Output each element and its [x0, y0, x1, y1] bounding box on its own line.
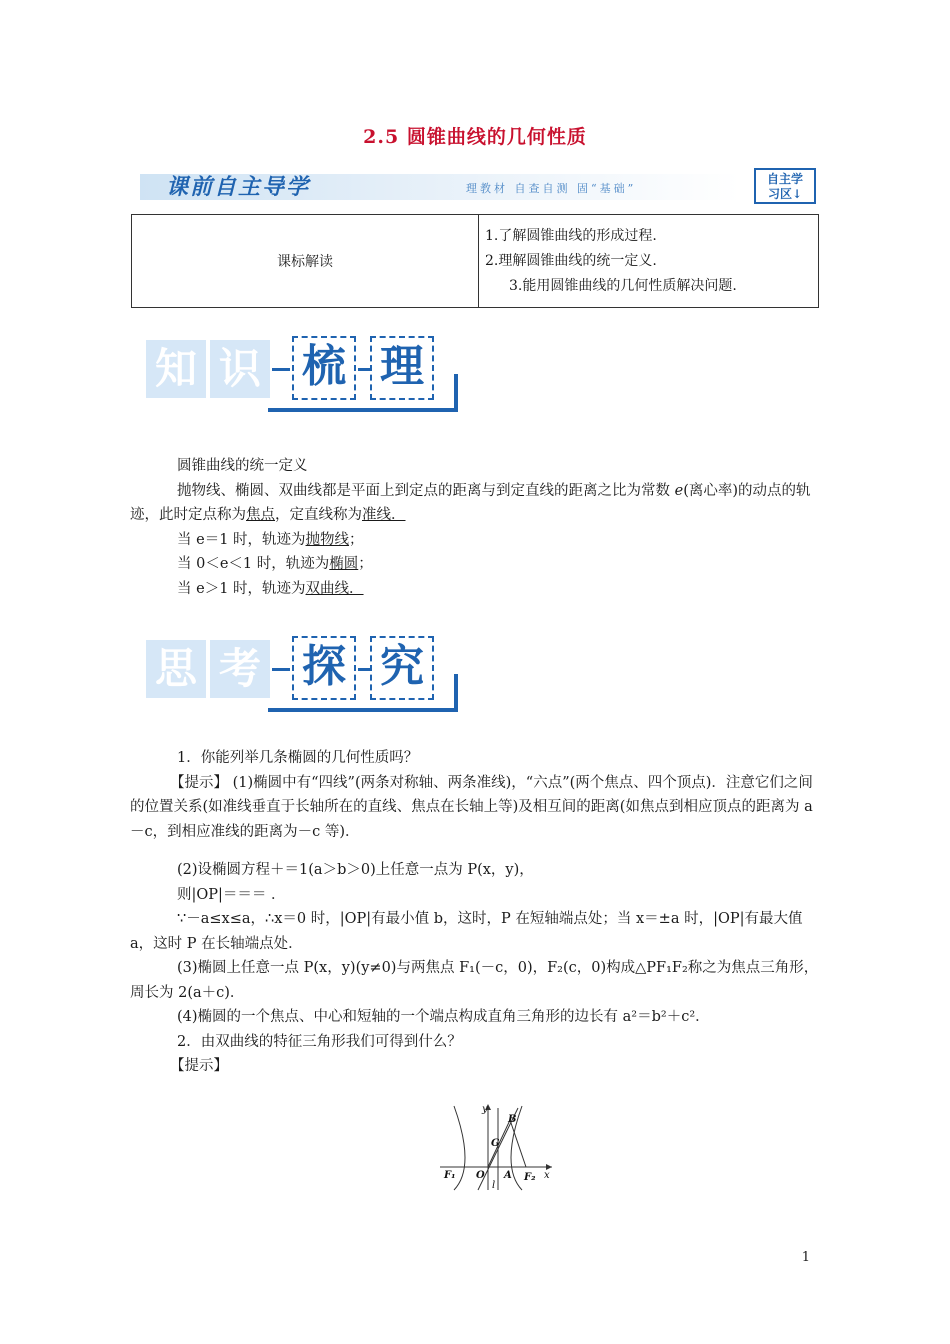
banner-slogan: 理教材 自查自测 固“基础”: [466, 182, 637, 195]
label-O: O: [476, 1170, 485, 1181]
section-header-explore: [146, 636, 466, 714]
section-banner: [140, 168, 816, 204]
hyperbola-left-branch: [454, 1106, 465, 1190]
answer-focus: 焦点: [246, 507, 275, 523]
knowledge-paragraph: [130, 479, 820, 528]
text-run: 当 e＝1 时，轨迹为: [177, 531, 306, 548]
goal-item: 1.了解圆锥曲线的形成过程.: [485, 227, 657, 244]
table-label: 课标解读: [132, 215, 479, 308]
property-3: (3)椭圆上任意一点 P(x，y)(y≠0)与两焦点 F₁(－c，0)，F₂(c，0)构成△PF₁F₂称之为焦点三角形，周长为 2(a＋c)．: [130, 960, 819, 1001]
banner-title: 课前自主导学: [166, 174, 311, 200]
section-ghost-char: 思: [146, 640, 206, 698]
answer-directrix: 准线．: [362, 507, 406, 523]
label-x: x: [544, 1170, 550, 1181]
text-run: 当 0＜e＜1 时，轨迹为: [177, 556, 330, 572]
text-run: 当 e＞1 时，轨迹为: [177, 580, 306, 597]
text-run: 抛物线、椭圆、双曲线都是平面上到定点的距离与到定直线的距离之比为常数: [177, 482, 675, 499]
section-ghost-char: 知: [146, 340, 206, 398]
text-run: ；: [358, 556, 373, 572]
goal-item: 2.理解圆锥曲线的统一定义.: [485, 252, 657, 269]
answer-ellipse: 椭圆: [329, 556, 359, 572]
table-goals: [479, 215, 819, 308]
section-bold-char: 探: [292, 636, 356, 700]
label-F2: F₂: [524, 1172, 536, 1183]
explore-block: [130, 746, 820, 1079]
text-run: ，定直线称为: [275, 507, 362, 523]
section-header-knowledge: [146, 336, 466, 414]
banner-box-line2: 习区↓: [767, 187, 803, 201]
property-2-calc: 则|OP|＝＝＝ ．: [177, 886, 286, 903]
knowledge-line: [130, 552, 820, 577]
section-bold-char: 梳: [292, 336, 356, 400]
section-ghost-char: 识: [210, 340, 270, 398]
text-run: ；: [349, 531, 364, 548]
page-number: 1: [801, 1250, 810, 1265]
curriculum-table: [131, 214, 819, 308]
label-B: B: [508, 1114, 517, 1125]
label-A: A: [504, 1170, 512, 1181]
label-G: G: [491, 1138, 500, 1149]
goal-item: 3.能用圆锥曲线的几何性质解决问题.: [509, 277, 737, 294]
page-title: 2.5 圆锥曲线的几何性质: [363, 126, 587, 148]
section-bold-char: 理: [370, 336, 434, 400]
hyperbola-figure: [434, 1100, 558, 1192]
knowledge-heading: 圆锥曲线的统一定义: [177, 458, 308, 474]
answer-parabola: 抛物线: [305, 531, 350, 548]
property-4: (4)椭圆的一个焦点、中心和短轴的一个端点构成直角三角形的边长有 a²＝b²＋c²．: [177, 1009, 710, 1025]
question-2: 2．由双曲线的特征三角形我们可得到什么？: [177, 1033, 462, 1050]
section-ghost-char: 考: [210, 640, 270, 698]
banner-box-line1: 自主学: [766, 172, 803, 186]
section-dash: [272, 668, 290, 671]
label-y: y: [482, 1104, 488, 1115]
question-1: 1．你能列举几条椭圆的几何性质吗？: [177, 750, 419, 766]
property-2-detail: ∵－a≤x≤a，∴x＝0 时，|OP|有最小值 b，这时，P 在短轴端点处；当 x＝±a 时，|OP|有最大值 a，这时 P 在长轴端点处．: [130, 911, 803, 952]
text-run: e: [674, 482, 684, 499]
hint-1: 【提示】 (1)椭圆中有“四线”(两条对称轴、两条准线)，“六点”(两个焦点、四个顶点)．注意它们之间的位置关系(如准线垂直于长轴所在的直线、焦点在长轴上等)及相互间的距离(如焦点到相应顶点的距离为 a－c，到相应准线的距离为－c 等)．: [130, 774, 813, 840]
banner-box: [754, 168, 816, 204]
property-2: (2)设椭圆方程＋＝1(a＞b＞0)上任意一点为 P(x，y)，: [177, 862, 534, 878]
section-bold-char: 究: [370, 636, 434, 700]
knowledge-line: [130, 528, 820, 553]
label-F1: F₁: [444, 1170, 456, 1181]
text-run: (离心率)的动点的轨迹，此时定点称为: [130, 482, 811, 523]
section-dash: [272, 368, 290, 371]
label-l: l: [492, 1180, 496, 1191]
knowledge-line: [130, 577, 820, 602]
hint-2: 【提示】: [170, 1058, 228, 1074]
knowledge-block: [130, 454, 820, 601]
answer-hyperbola: 双曲线．: [305, 580, 364, 597]
